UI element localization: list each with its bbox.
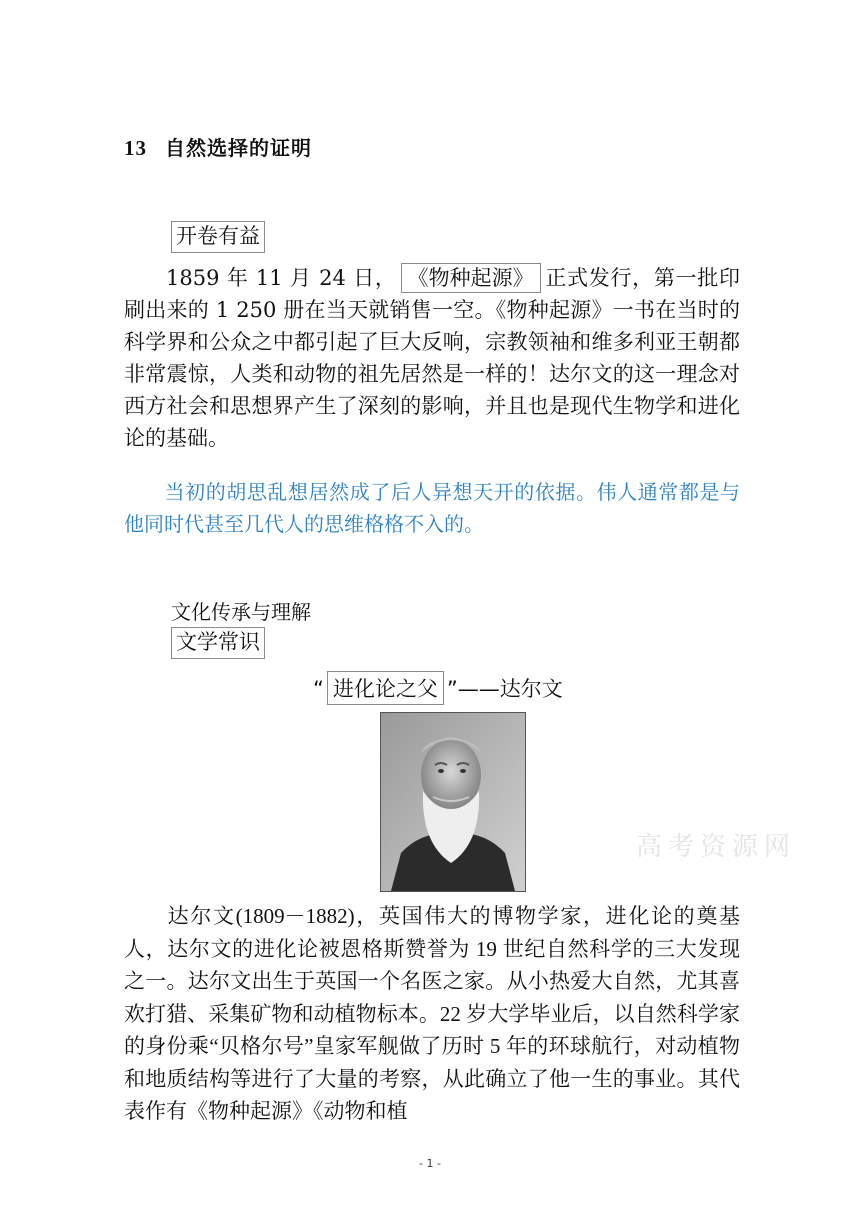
book-title-box: 《物种起源》: [401, 263, 541, 293]
comment-paragraph: [124, 476, 740, 540]
lesson-title-text: 自然选择的证明: [165, 136, 312, 160]
intro-text: 正式发行，第一批印刷出来的 1 250 册在当天就销售一空。《物种起源》一书在当时的科学界和公众之中都引起了巨大反响，宗教领袖和维多利亚王朝都非常震惊，人类和动物的祖先居然是一样的！达尔文的这一理念对西方社会和思想界产生了深刻的影响，并且也是现代生物学和进化论的基础。: [124, 266, 741, 450]
intro-date: 1859 年 11 月 24 日，: [166, 266, 397, 290]
quote-text-box: 进化论之父: [327, 671, 444, 705]
bio-text: 达尔文(1809－1882)，英国伟大的博物学家，进化论的奠基人，达尔文的进化论被恩格斯赞誉为 19 世纪自然科学的三大发现之一。达尔文出生于英国一个名医之家。从小热爱大自然，尤其喜欢打猎、采集矿物和动植物标本。22 岁大学毕业后，以自然科学家的身份乘“贝格尔号”皇家军舰做了历时 5 年的环球航行，对动植物和地质结构等进行了大量的考察，从此确立了他一生的事业。其代表作有《物种起源》《动物和植: [124, 904, 740, 1123]
intro-paragraph: [124, 262, 740, 454]
bio-paragraph: [124, 900, 740, 1128]
section-label-literature: 文学常识: [171, 627, 265, 659]
quote-author: ——达尔文: [457, 677, 563, 701]
watermark-text: 高考资源网: [636, 832, 797, 862]
comment-text: 当初的胡思乱想居然成了后人异想天开的依据。伟人通常都是与他同时代甚至几代人的思维格格不入的。: [124, 480, 740, 536]
lesson-number: 13: [124, 136, 147, 160]
darwin-quote: [313, 671, 563, 705]
darwin-portrait: [380, 712, 526, 892]
page-number: - 1 -: [419, 1157, 441, 1170]
section-label-kaijuan: 开卷有益: [171, 221, 265, 253]
quote-open: “: [313, 677, 324, 701]
section-heading-culture: 文化传承与理解: [171, 600, 311, 624]
lesson-title: [124, 132, 312, 161]
quote-close: ”: [446, 677, 458, 701]
